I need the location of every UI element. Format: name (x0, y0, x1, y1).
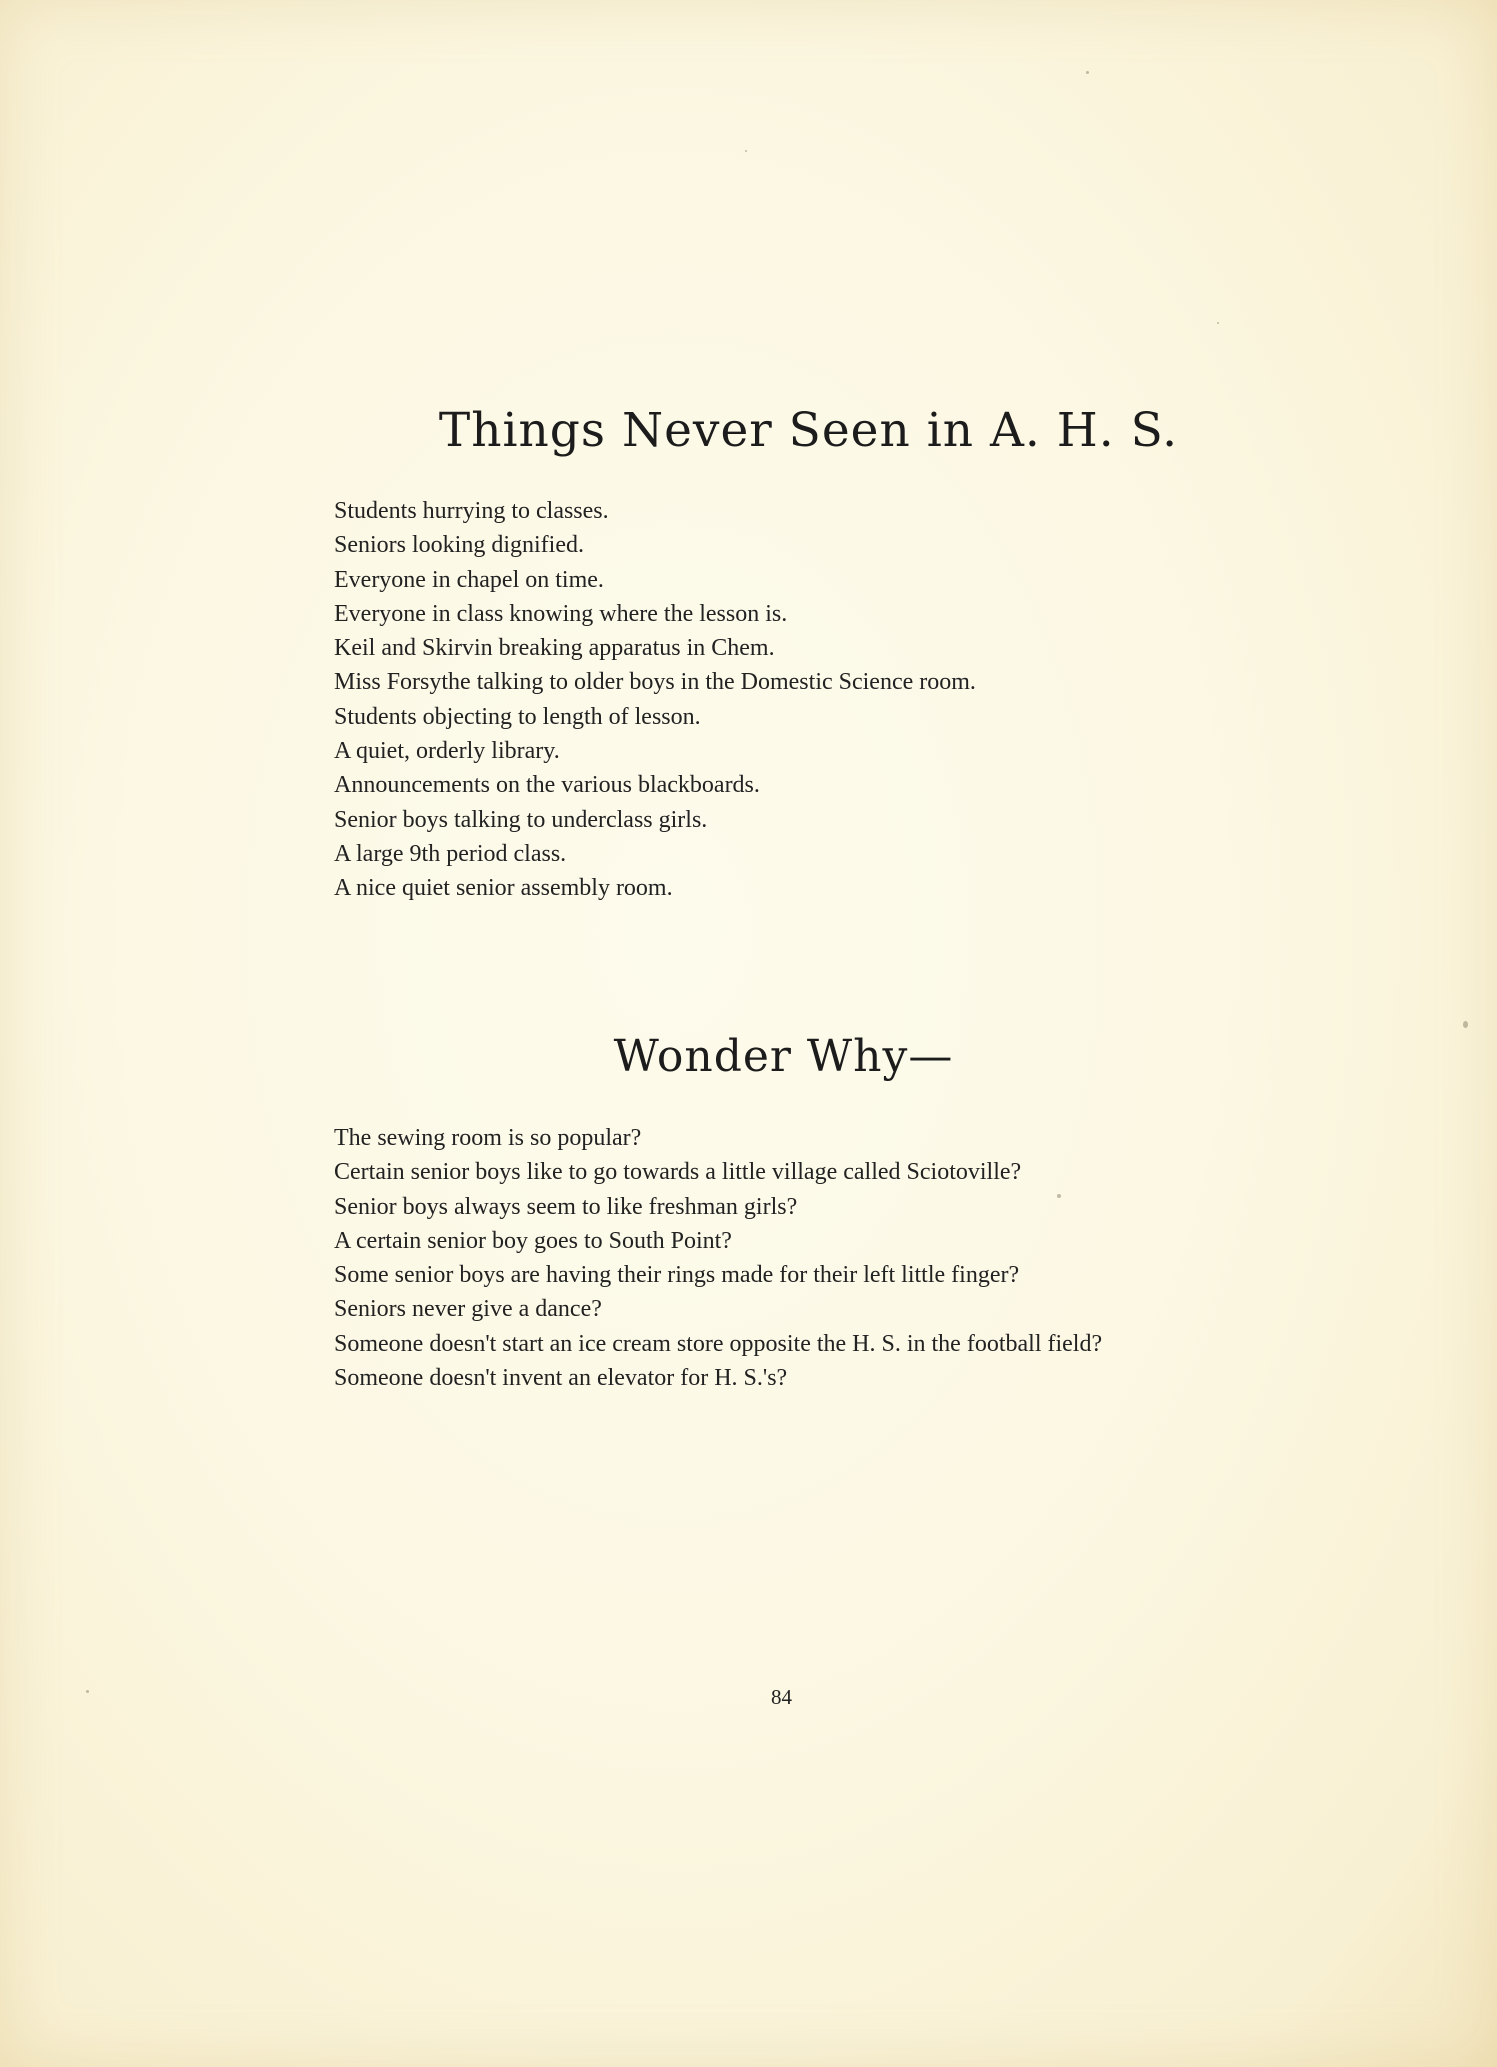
list-item: A certain senior boy goes to South Point? (334, 1227, 732, 1254)
list-item: Senior boys talking to underclass girls. (334, 806, 708, 833)
list-item: Everyone in chapel on time. (334, 566, 604, 593)
list-item: Students hurrying to classes. (334, 498, 609, 524)
wonder-why-list (334, 1121, 1102, 1395)
list-item: Someone doesn't start an ice cream store opposite the H. S. in the football field? (334, 1330, 1103, 1357)
page-number: 84 (771, 1685, 792, 1709)
list-item: A large 9th period class. (334, 840, 567, 867)
list-item: Some senior boys are having their rings made for their left little finger? (334, 1262, 1020, 1289)
list-item: Seniors looking dignified. (334, 532, 584, 559)
things-never-seen-list (334, 494, 976, 906)
list-item: Someone doesn't invent an elevator for H. S.'s? (334, 1365, 788, 1392)
list-item: Seniors never give a dance? (334, 1296, 602, 1323)
list-item: Everyone in class knowing where the lesson is. (334, 600, 788, 627)
list-item: Keil and Skirvin breaking apparatus in Chem. (334, 635, 775, 662)
list-item: Certain senior boys like to go towards a little village called Sciotoville? (334, 1159, 1022, 1186)
list-item: Senior boys always seem to like freshman girls? (334, 1193, 798, 1220)
list-item: Students objecting to length of lesson. (334, 703, 701, 730)
list-item: Miss Forsythe talking to older boys in the Domestic Science room. (334, 669, 976, 696)
paper-speck (745, 150, 747, 152)
list-item: The sewing room is so popular? (334, 1125, 642, 1151)
section-heading-things-never-seen: Things Never Seen in A. H. S. (438, 403, 1179, 458)
paper-speck (1057, 1194, 1061, 1198)
section-heading-wonder-why: Wonder Why— (613, 1031, 954, 1082)
list-item: A quiet, orderly library. (334, 738, 560, 765)
paper-speck (1217, 322, 1219, 324)
paper-speck (1463, 1021, 1468, 1028)
paper-speck (1086, 71, 1089, 74)
list-item: A nice quiet senior assembly room. (334, 875, 673, 902)
paper-speck (86, 1690, 89, 1693)
list-item: Announcements on the various blackboards. (334, 772, 760, 799)
